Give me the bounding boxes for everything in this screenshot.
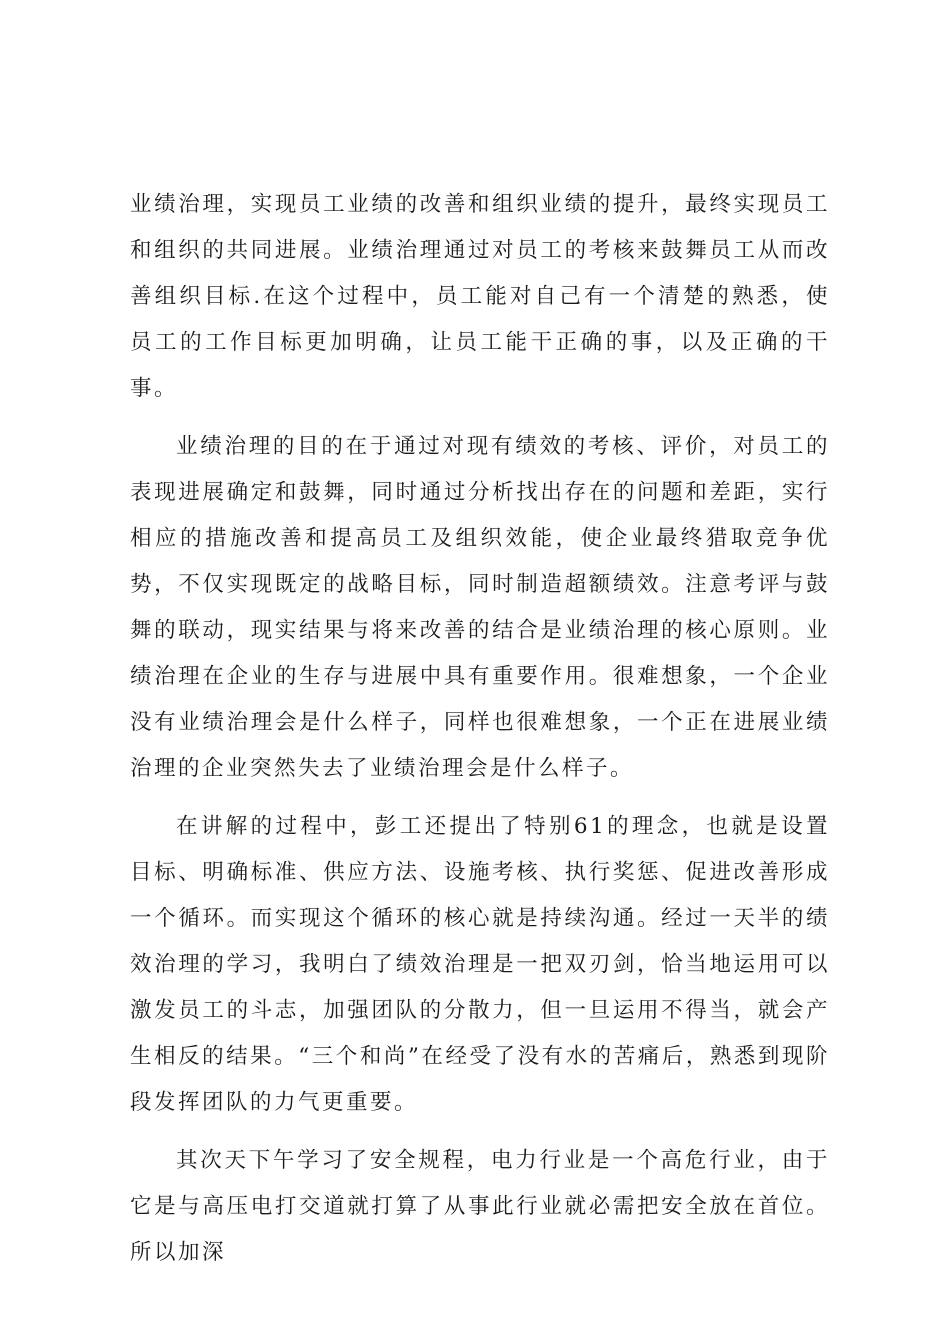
paragraph-4: 其次天下午学习了安全规程，电力行业是一个高危行业，由于它是与高压电打交道就打算了从事此行业就必需把安全放在首位。所以加深 [130, 1148, 830, 1265]
paragraph-2: 业绩治理的目的在于通过对现有绩效的考核、评价，对员工的表现进展确定和鼓舞，同时通过分析找出存在的问题和差距，实行相应的措施改善和提高员工及组织效能，使企业最终猎取竞争优势，不仅实现既定的战略目标，同时制造超额绩效。注意考评与鼓舞的联动，现实结果与将来改善的结合是业绩治理的核心原则。业绩治理在企业的生存与进展中具有重要作用。很难想象，一个企业没有业绩治理会是什么样子，同样也很难想象，一个正在进展业绩治理的企业突然失去了业绩治理会是什么样子。 [130, 434, 830, 781]
document-body [130, 182, 830, 1276]
paragraph-3: 在讲解的过程中，彭工还提出了特别61的理念，也就是设置目标、明确标准、供应方法、设施考核、执行奖惩、促进改善形成一个循环。而实现这个循环的核心就是持续沟通。经过一天半的绩效治理的学习，我明白了绩效治理是一把双刃剑，恰当地运用可以激发员工的斗志，加强团队的分散力，但一旦运用不得当，就会产生相反的结果。“三个和尚”在经受了没有水的苦痛后，熟悉到现阶段发挥团队的力气更重要。 [130, 814, 830, 1115]
paragraph-1: 业绩治理，实现员工业绩的改善和组织业绩的提升，最终实现员工和组织的共同进展。业绩治理通过对员工的考核来鼓舞员工从而改善组织目标.在这个过程中，员工能对自己有一个清楚的熟悉，使员工的工作目标更加明确，让员工能干正确的事，以及正确的干事。 [130, 192, 830, 401]
